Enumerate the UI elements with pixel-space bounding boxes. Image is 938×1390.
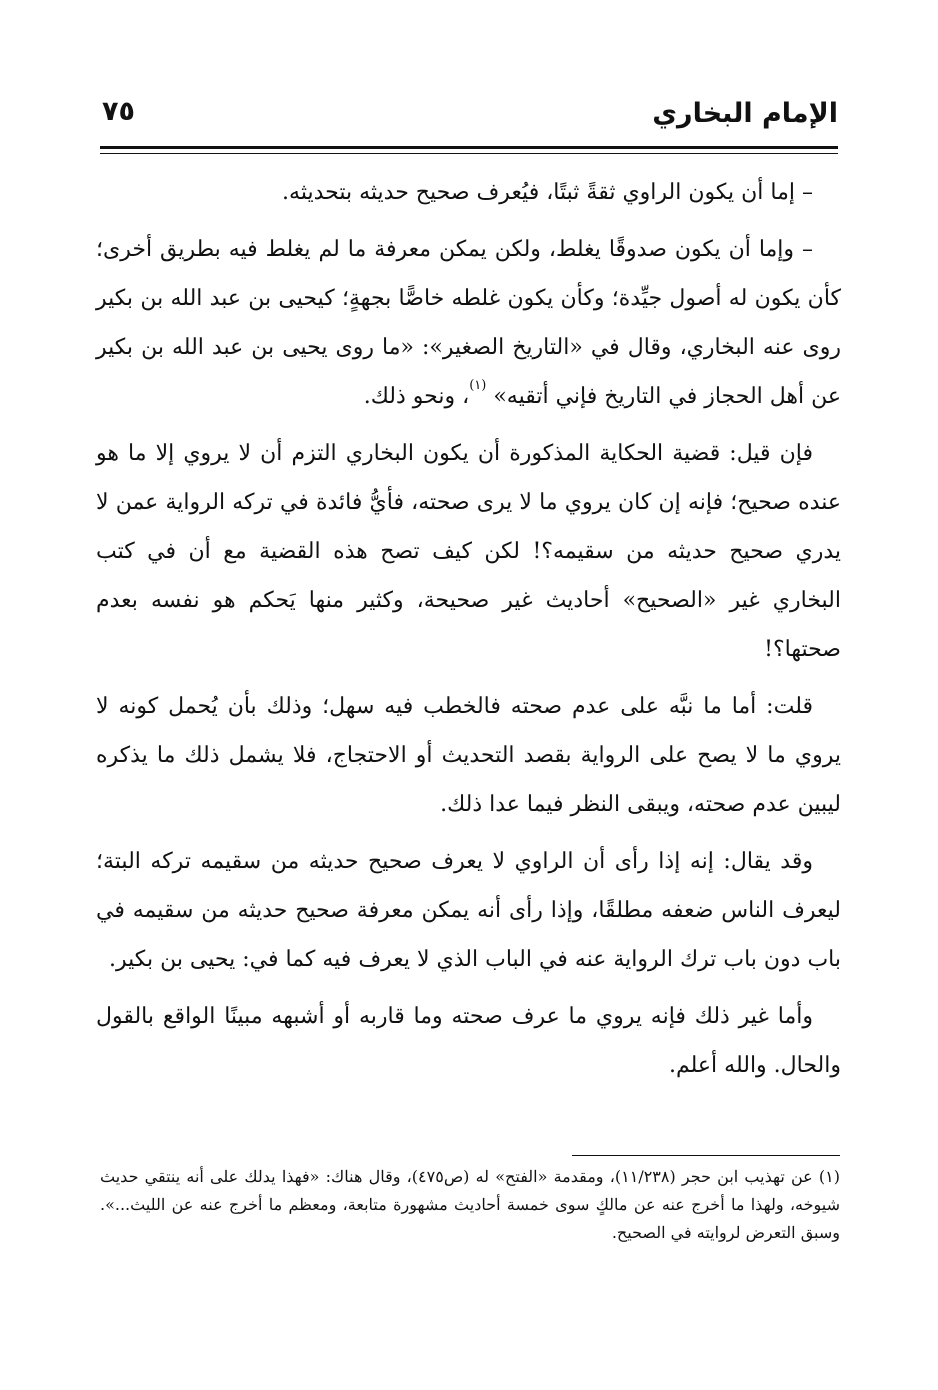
page-header [100,92,838,144]
header-rule-thick [100,146,838,149]
paragraph: فإن قيل: قضية الحكاية المذكورة أن يكون البخاري التزم أن لا يروي إلا ما هو عنده صحيح؛ فإنه إن كان يروي ما لا يرى صحته، فأيُّ فائدة في تركه الرواية عمن لا يدري صحيح حديثه من سقيمه؟! لكن كيف تصح هذه القضية مع أن في كتب البخاري غير «الصحيح» أحاديث غير صحيحة، وكثير منها يَحكم هو نفسه بعدم صحتها؟! [96,441,841,662]
footnote-separator [572,1155,840,1156]
paragraph: قلت: أما ما نبَّه على عدم صحته فالخطب فيه سهل؛ وذلك بأن يُحمل كونه لا يروي ما لا يصح على الرواية بقصد التحديث أو الاحتجاج، فلا يشمل ذلك ما يذكره ليبين عدم صحته، ويبقى النظر فيما عدا ذلك. [96,694,841,817]
paragraph-text-tail: ، ونحو ذلك. [363,384,470,409]
page-number: ٧٥ [102,96,135,127]
paragraph [96,225,841,421]
paragraph-text: – وإما أن يكون صدوقًا يغلط، ولكن يمكن معرفة ما لم يغلط فيه بطريق أخرى؛ كأن يكون له أصول جيِّدة؛ وكأن يكون غلطه خاصًّا بجهةٍ؛ كيحيى بن عبد الله بن بكير روى عنه البخاري، وقال في «التاريخ الصغير»: «ما روى يحيى بن عبد الله بن بكير عن أهل الحجاز في التاريخ فإني أتقيه» [96,237,841,409]
paragraph: – إما أن يكون الراوي ثقةً ثبتًا، فيُعرف صحيح حديثه بتحديثه. [282,180,813,205]
footnote: (١) عن تهذيب ابن حجر (١١/٢٣٨)، ومقدمة «الفتح» له (ص٤٧٥)، وقال هناك: «فهذا يدلك على أنه ينتقي حديث شيوخه، ولهذا ما أخرج عنه عن مالكٍ سوى خمسة أحاديث مشهورة متابعة، ومعظم ما أخرج عنه عن الليث...». وسبق التعرض لروايته في الصحيح. [100,1167,841,1242]
footnotes [100,1163,840,1247]
paragraph: وأما غير ذلك فإنه يروي ما عرف صحته وما قاربه أو أشبهه مبينًا الواقع بالقول والحال. والله أعلم. [96,1004,841,1078]
header-rule-thin [100,153,838,154]
footnote-reference: (١) [469,378,487,393]
paragraph: وقد يقال: إنه إذا رأى أن الراوي لا يعرف صحيح حديثه من سقيمه تركه البتة؛ ليعرف الناس ضعفه مطلقًا، وإذا رأى أنه يمكن معرفة صحيح حديثه من سقيمه في باب دون باب ترك الرواية عنه في الباب الذي لا يعرف فيه كما في: يحيى بن بكير. [96,849,841,972]
main-text [96,168,841,1098]
running-title: الإمام البخاري [652,98,838,129]
